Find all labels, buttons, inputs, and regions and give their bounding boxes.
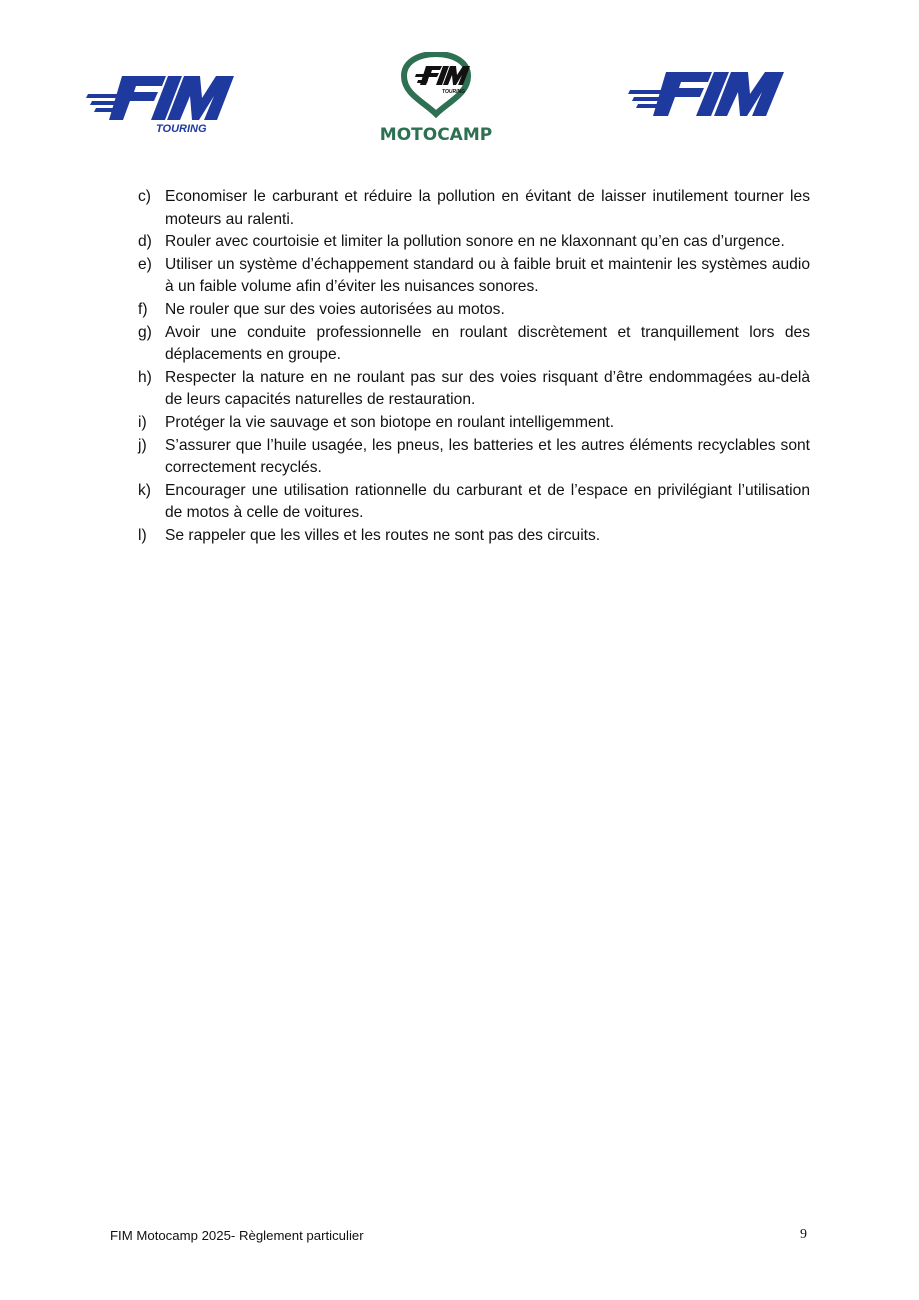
- fim-motocamp-logo: [380, 52, 492, 146]
- list-item: [138, 367, 810, 412]
- list-item-letter: g): [138, 323, 152, 341]
- footer-text: FIM Motocamp 2025- Règlement particulier: [110, 1228, 364, 1243]
- list-item-text: Protéger la vie sauvage et son biotope en roulant intelligemment.: [165, 413, 615, 431]
- list-item-text: Avoir une conduite professionnelle en roulant discrètement et tranquillement lors des déplacements en groupe.: [165, 323, 810, 364]
- list-item-text: Encourager une utilisation rationnelle du carburant et de l’espace en privilégiant l’utilisation de motos à celle de voitures.: [165, 481, 810, 522]
- list-item-letter: j): [138, 436, 147, 454]
- list-item-text: Se rappeler que les villes et les routes ne sont pas des circuits.: [165, 526, 601, 544]
- list-item: [138, 322, 810, 367]
- list-item-letter: c): [138, 188, 151, 205]
- list-item: [138, 186, 810, 231]
- list-item-text: Utiliser un système d’échappement standard ou à faible bruit et maintenir les systèmes audio à un faible volume afin d’éviter les nuisances sonores.: [165, 255, 810, 296]
- list-item-letter: i): [138, 413, 147, 431]
- list-item-letter: e): [138, 255, 152, 273]
- list-item: [138, 231, 810, 254]
- list-item: [138, 525, 810, 548]
- svg-text:TOURING: TOURING: [156, 123, 207, 135]
- list-item-letter: l): [138, 526, 147, 544]
- list-item-letter: k): [138, 481, 151, 499]
- svg-text:MOTOCAMP: MOTOCAMP: [380, 125, 492, 145]
- list-item: [138, 412, 810, 435]
- list-item: [138, 480, 810, 525]
- page-number: 9: [800, 1227, 807, 1242]
- list-item-text: Respecter la nature en ne roulant pas sur des voies risquant d’être endommagées au-delà de leurs capacités naturelles de restauration.: [165, 368, 810, 409]
- list-item-text: S’assurer que l’huile usagée, les pneus, les batteries et les autres éléments recyclables sont correctement recyclés.: [165, 436, 810, 477]
- list-item: [138, 254, 810, 299]
- list-item-letter: d): [138, 233, 152, 251]
- list-item-text: Ne rouler que sur des voies autorisées au motos.: [165, 300, 505, 318]
- fim-touring-logo: [86, 70, 238, 140]
- list-item-letter: h): [138, 368, 152, 386]
- list-item-text: Rouler avec courtoisie et limiter la pollution sonore en ne klaxonnant qu’en cas d’urgence.: [165, 233, 785, 251]
- list-item: [138, 299, 810, 322]
- list-item-letter: f): [138, 300, 148, 318]
- rules-list: [138, 186, 810, 548]
- fim-logo: [628, 70, 788, 126]
- list-item: [138, 435, 810, 480]
- svg-text:TOURING: TOURING: [442, 89, 465, 95]
- page-header: [0, 0, 919, 160]
- list-item-text: Economiser le carburant et réduire la pollution en évitant de laisser inutilement tourner les moteurs au ralenti.: [165, 188, 810, 228]
